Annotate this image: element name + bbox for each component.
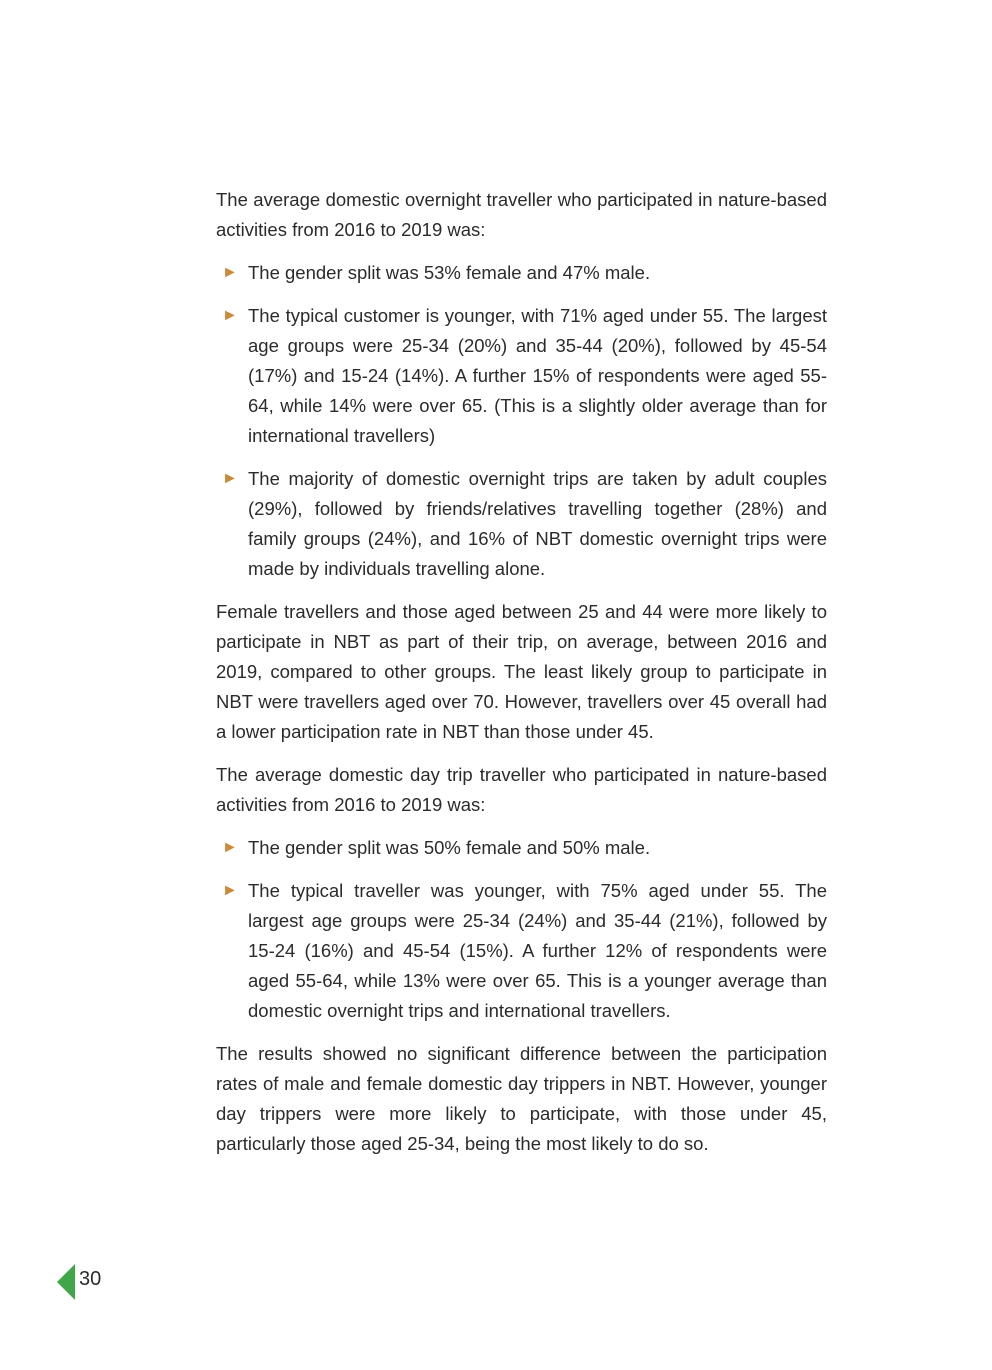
page-number	[57, 1264, 101, 1300]
daytrip-intro-paragraph: The average domestic day trip traveller who participated in nature-based activities from 2016 to 2019 was:	[216, 764, 827, 815]
daytrip-bullet-list	[216, 833, 827, 1026]
participation-paragraph: Female travellers and those aged between 25 and 44 were more likely to participate in NBT as part of their trip, on average, between 2016 and 2019, compared to other groups. The least likely group to participate in NBT were travellers aged over 70. However, travellers over 45 overall had a lower participation rate in NBT than those under 45.	[216, 601, 827, 742]
list-item	[216, 258, 827, 288]
list-item	[216, 464, 827, 584]
bullet-text: The gender split was 53% female and 47% male.	[248, 262, 651, 283]
bullet-text: The gender split was 50% female and 50% male.	[248, 837, 651, 858]
body-text	[216, 185, 827, 1172]
triangle-bullet-icon: ►	[222, 307, 238, 324]
triangle-bullet-icon: ►	[222, 264, 238, 281]
triangle-bullet-icon: ►	[222, 470, 238, 487]
green-triangle-icon	[57, 1264, 75, 1300]
bullet-text: The majority of domestic overnight trips are taken by adult couples (29%), followed by friends/relatives travelling together (28%) and family groups (24%), and 16% of NBT domestic overnight trips were made by individuals travelling alone.	[248, 468, 827, 579]
bullet-text: The typical traveller was younger, with 75% aged under 55. The largest age groups were 25-34 (24%) and 35-44 (21%), followed by 15-24 (16%) and 45-54 (15%). A further 12% of respondents were aged 55-64, while 13% were over 65. This is a younger average than domestic overnight trips and international travellers.	[248, 880, 827, 1021]
bullet-text: The typical customer is younger, with 71% aged under 55. The largest age groups were 25-34 (20%) and 35-44 (20%), followed by 45-54 (17%) and 15-24 (14%). A further 15% of respondents were aged 55-64, while 14% were over 65. (This is a slightly older average than for international travellers)	[248, 305, 827, 446]
overnight-intro-paragraph: The average domestic overnight traveller who participated in nature-based activities from 2016 to 2019 was:	[216, 189, 827, 240]
list-item	[216, 876, 827, 1026]
overnight-bullet-list	[216, 258, 827, 584]
triangle-bullet-icon: ►	[222, 882, 238, 899]
page-number-text: 30	[79, 1267, 102, 1290]
list-item	[216, 301, 827, 451]
triangle-bullet-icon: ►	[222, 839, 238, 856]
list-item	[216, 833, 827, 863]
daytrip-results-paragraph: The results showed no significant difference between the participation rates of male and female domestic day trippers in NBT. However, younger day trippers were more likely to participate, with those under 45, particularly those aged 25-34, being the most likely to do so.	[216, 1043, 827, 1154]
